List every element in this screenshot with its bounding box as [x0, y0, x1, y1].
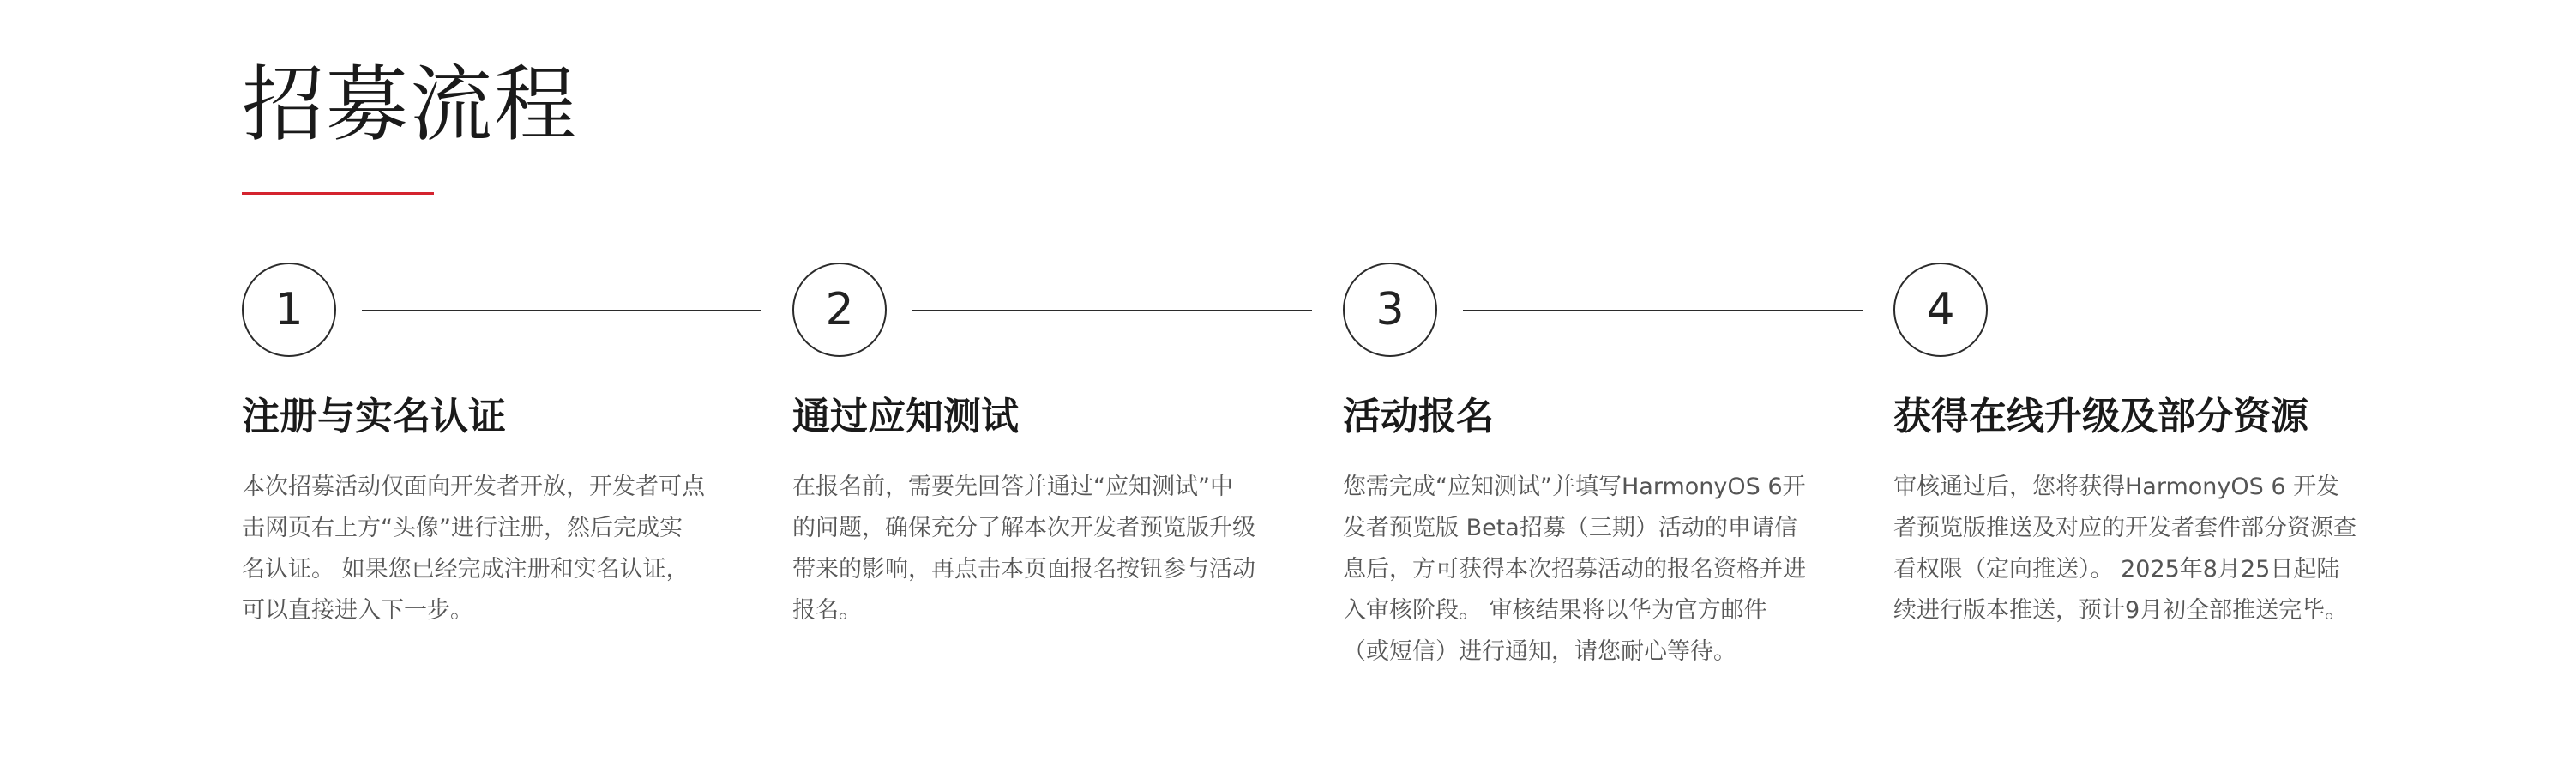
step-connector-line — [912, 310, 1312, 311]
step-number-circle: 2 — [792, 263, 887, 357]
step-description: 在报名前，需要先回答并通过“应知测试”中的问题，确保充分了解本次开发者预览版升级带来的影响，再点击本页面报名按钮参与活动报名。 — [792, 474, 1255, 624]
page-title: 招募流程 — [242, 57, 578, 153]
process-steps — [242, 263, 2386, 777]
step-number-circle: 3 — [1343, 263, 1437, 357]
step-title: 注册与实名认证 — [242, 395, 506, 438]
step-description: 审核通过后，您将获得HarmonyOS 6 开发者预览版推送及对应的开发者套件部分资源查看权限（定向推送）。 2025年8月25日起陆续进行版本推送，预计9月初全部推送完毕。 — [1893, 474, 2356, 624]
step-title: 获得在线升级及部分资源 — [1893, 395, 2308, 438]
step-title: 通过应知测试 — [792, 395, 1019, 438]
step-number-circle: 1 — [242, 263, 336, 357]
step-connector-line — [1463, 310, 1863, 311]
step-description: 您需完成“应知测试”并填写HarmonyOS 6开发者预览版 Beta招募（三期）活动的申请信息后，方可获得本次招募活动的报名资格并进入审核阶段。 审核结果将以华为官方邮件（或短信）进行通知，请您耐心等待。 — [1343, 474, 1806, 665]
step-connector-line — [362, 310, 761, 311]
title-underline — [242, 192, 434, 195]
recruitment-process-section — [242, 0, 2386, 779]
step-number-circle: 4 — [1893, 263, 1988, 357]
step-description: 本次招募活动仅面向开发者开放，开发者可点击网页右上方“头像”进行注册，然后完成实名认证。 如果您已经完成注册和实名认证，可以直接进入下一步。 — [242, 474, 705, 624]
step-title: 活动报名 — [1343, 395, 1494, 438]
